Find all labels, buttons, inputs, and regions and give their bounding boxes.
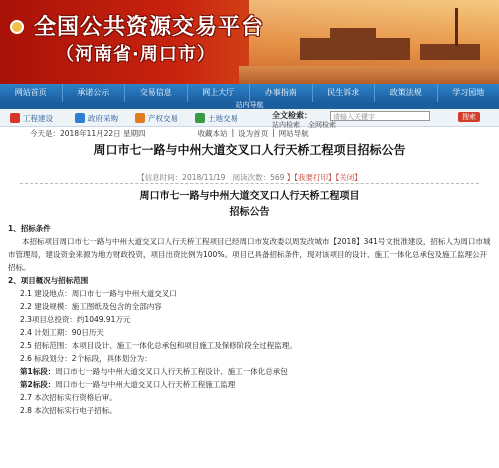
tab-construction[interactable] <box>10 112 53 124</box>
page-title: 周口市七一路与中州大道交叉口人行天桥工程项目招标公告 <box>93 143 406 157</box>
nav-item-policy[interactable]: 政策法规 <box>375 84 438 102</box>
site-title: 全国公共资源交易平台 <box>34 15 265 40</box>
article-body <box>8 222 494 417</box>
banner-building <box>300 38 410 60</box>
print-close-links[interactable]: 】【我要打印】【关闭】 <box>286 173 362 182</box>
article-heading-line2: 招标公告 <box>229 207 270 218</box>
nav-item-home[interactable]: 网站首页 <box>0 84 63 102</box>
divider <box>20 183 479 184</box>
list-item: 2.5 招标范围：本项目设计、施工一体化总承包和项目施工及保修阶段全过程监理。 <box>20 341 297 350</box>
article-heading-line1: 周口市七一路与中州大道交叉口人行天桥工程项目 <box>139 191 360 202</box>
list-item: 2.2 建设规模：施工图纸及包含的全部内容 <box>20 302 162 311</box>
banner-tower <box>455 8 458 46</box>
article-meta <box>0 172 499 183</box>
list-item: 2.3项目总投资：约1049.91万元 <box>20 315 131 324</box>
article-heading <box>0 189 499 221</box>
tab-land[interactable] <box>195 112 238 124</box>
logo-icon <box>10 20 24 34</box>
nav-item-online-hall[interactable]: 网上大厅 <box>188 84 251 102</box>
view-count: 阅读次数：569 <box>232 173 285 182</box>
info-bar <box>0 127 499 139</box>
nav-item-guide[interactable]: 办事指南 <box>250 84 313 102</box>
search-input[interactable]: 请输入关键字 <box>330 111 430 121</box>
tab-procurement[interactable] <box>75 112 118 124</box>
lot-label: 第2标段： <box>20 380 56 389</box>
site-nav-link[interactable]: 站内导航 <box>0 102 499 109</box>
radio-site-search[interactable]: 站内检索 <box>272 121 300 129</box>
section-heading: 1、招标条件 <box>8 224 51 233</box>
main-nav <box>0 84 499 102</box>
lot-label: 第1标段： <box>20 367 56 376</box>
list-item <box>8 378 494 391</box>
nav-item-trade-info[interactable]: 交易信息 <box>125 84 188 102</box>
search-button[interactable]: 搜索 <box>458 112 480 122</box>
lot-text: 周口市七一路与中州大道交叉口人行天桥工程设计、施工一体化总承包 <box>55 367 288 376</box>
procurement-icon <box>75 113 85 123</box>
banner-building <box>330 28 376 40</box>
sitemap-link[interactable]: 网站导航 <box>278 128 309 138</box>
list-item: 2.8 本次招标实行电子招标。 <box>20 406 117 415</box>
lot-text: 周口市七一路与中州大道交叉口人行天桥工程施工监理 <box>55 380 236 389</box>
site-banner <box>0 0 499 84</box>
paragraph: 本招标项目周口市七一路与中州大道交叉口人行天桥工程项目已经周口市发改委以周发改城市【2018】341号文批准建设，招标人为周口市城市管理局，建设资金来源为地方财政投资，项目出资比例为100%。项目已具备招标条件，现对该项目的设计、施工一体化总承包及施工监理公开招标。 <box>8 237 491 272</box>
publish-time: 【信息时间：2018/11/19 <box>137 173 226 182</box>
search-label: 全文检索： <box>272 111 312 120</box>
section-heading: 2、项目概况与招标范围 <box>8 276 89 285</box>
category-tabs <box>0 109 499 127</box>
list-item: 2.7 本次招标实行资格后审。 <box>20 393 117 402</box>
list-item: 2.4 计划工期：90日历天 <box>20 328 104 337</box>
property-icon <box>135 113 145 123</box>
land-icon <box>195 113 205 123</box>
homepage-link[interactable]: 设为首页 <box>238 128 269 138</box>
list-item: 2.1 建设地点：周口市七一路与中州大道交叉口 <box>20 289 177 298</box>
today-date: 今天是：2018年11月22日 星期四 <box>30 128 146 138</box>
construction-icon <box>10 113 20 123</box>
banner-water <box>239 66 499 84</box>
tab-label: 政府采购 <box>88 113 118 123</box>
nav-item-learning[interactable]: 学习园地 <box>452 88 485 97</box>
quick-links <box>198 128 309 139</box>
tab-label: 工程建设 <box>23 113 53 123</box>
list-item <box>8 365 494 378</box>
bookmark-link[interactable]: 收藏本站 <box>197 128 228 138</box>
link-divider: | <box>272 127 275 137</box>
banner-building <box>420 44 480 60</box>
tab-property[interactable] <box>135 112 178 124</box>
nav-item-commitment[interactable]: 承诺公示 <box>63 84 126 102</box>
tab-label: 产权交易 <box>148 113 178 123</box>
tab-label: 土地交易 <box>208 113 238 123</box>
link-divider: | <box>231 127 235 137</box>
list-item: 2.6 标段划分：2个标段，具体划分为： <box>20 354 152 363</box>
radio-all-search[interactable]: 全网检索 <box>308 121 336 129</box>
nav-item-appeals[interactable]: 民生诉求 <box>313 84 376 102</box>
site-subtitle: （河南省·周口市） <box>56 44 216 65</box>
